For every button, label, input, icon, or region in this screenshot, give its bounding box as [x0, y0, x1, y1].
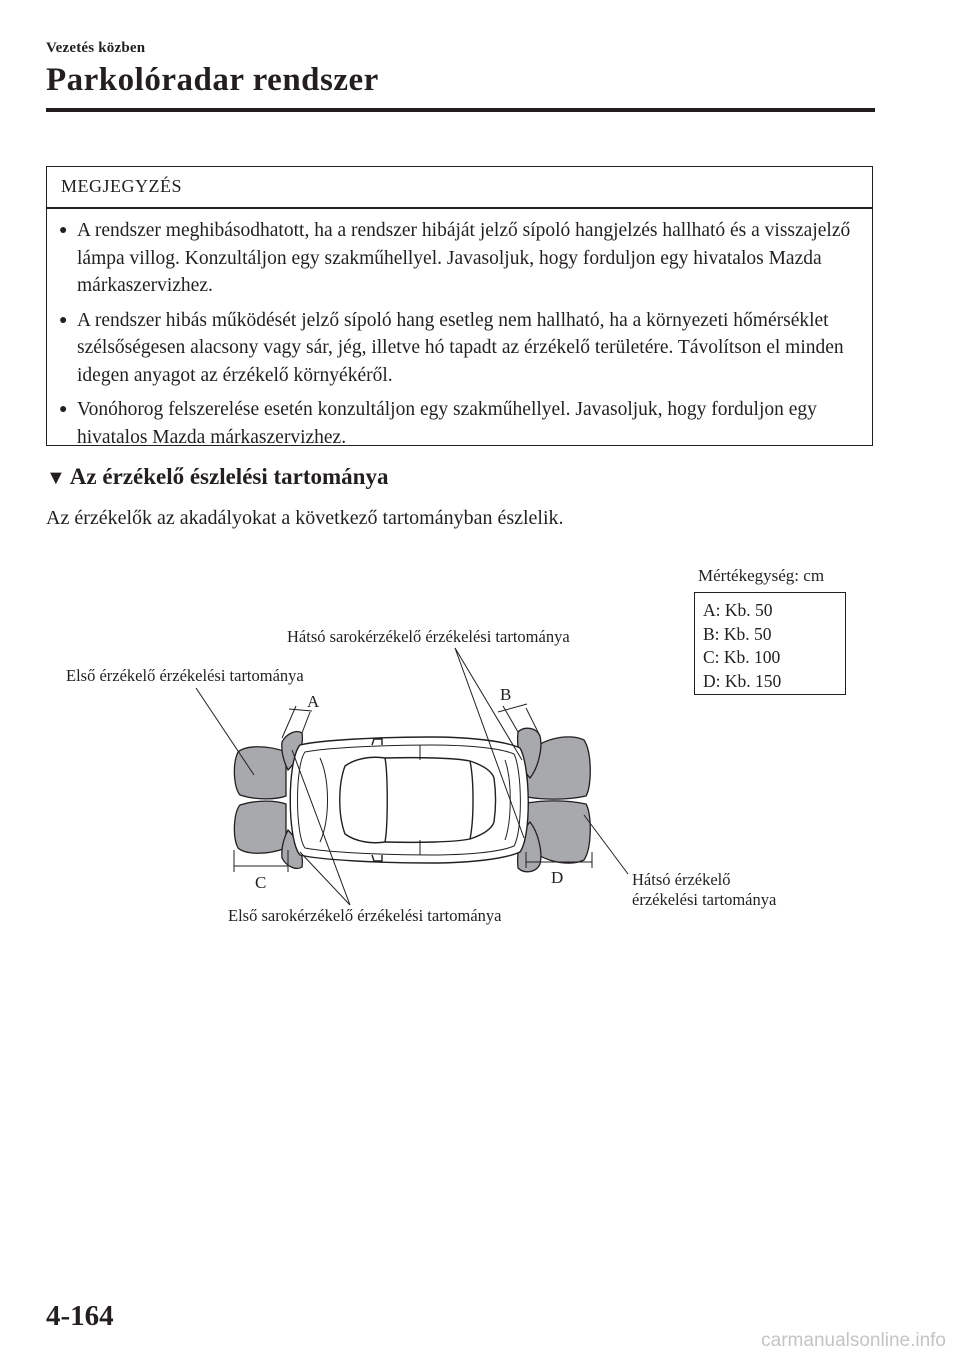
label-front-range: Első érzékelő érzékelési tartománya: [66, 666, 304, 685]
legend-row: A: Kb. 50: [703, 600, 773, 620]
note-item-text: A rendszer hibás működését jelző sípoló hang esetleg nem hallható, ha a környezeti hőmérséklet szélsőségesen alacsony vagy sár, jég, illetve hó tapadt az érzékelő területére. Távolítson el minden idegen anyagot az érzékelő környékéről.: [77, 309, 844, 386]
note-item-text: A rendszer meghibásodhatott, ha a rendszer hibáját jelző sípoló hangjelzés hallható és a visszajelző lámpa villog. Konzultáljon egy szakműhellyel. Javasoljuk, hogy forduljon egy hivatalos Mazda márkaszervizhez.: [77, 220, 851, 296]
note-item: [47, 217, 874, 300]
section-label: Vezetés közben: [46, 40, 146, 56]
title-rule: [46, 108, 875, 112]
front-zone-lower: [234, 801, 286, 853]
note-item: [47, 396, 874, 451]
sensor-range-diagram: [0, 550, 960, 950]
legend-row: C: Kb. 100: [703, 647, 781, 667]
section-heading-text: Az érzékelő észlelési tartománya: [69, 464, 389, 489]
section-heading: [46, 464, 388, 490]
label-rear-corner-range: Hátsó sarokérzékelő érzékelési tartománya: [287, 627, 570, 646]
dimension-a: A: [307, 692, 320, 711]
triangle-down-icon: ▼: [46, 467, 66, 489]
note-list: [47, 217, 874, 458]
dimension-b: B: [500, 685, 512, 704]
page-number: 4-164: [46, 1300, 114, 1332]
car-top-view: [290, 737, 528, 863]
label-front-corner-range: Első sarokérzékelő érzékelési tartománya: [228, 906, 502, 925]
section-intro: Az érzékelők az akadályokat a következő tartományban észlelik.: [46, 507, 564, 529]
bullet-icon: ●: [59, 223, 68, 238]
note-heading: MEGJEGYZÉS: [61, 176, 182, 196]
note-box: [46, 166, 873, 446]
dimension-d: D: [551, 868, 564, 887]
front-zone-upper: [234, 747, 286, 799]
note-item: [47, 307, 874, 390]
legend-row: D: Kb. 150: [703, 670, 782, 691]
bullet-icon: ●: [59, 312, 68, 328]
label-rear-range-line1: Hátsó érzékelő: [632, 870, 731, 889]
legend-row: B: Kb. 50: [703, 623, 772, 644]
note-separator: [47, 207, 872, 209]
watermark: carmanualsonline.info: [761, 1330, 946, 1351]
dimension-c: C: [255, 873, 267, 892]
unit-caption: Mértékegység: cm: [698, 566, 825, 585]
page-title: Parkolóradar rendszer: [46, 62, 379, 98]
label-rear-range-line2: érzékelési tartománya: [632, 890, 777, 909]
note-item-text: Vonóhorog felszerelése esetén konzultáljon egy szakműhellyel. Javasoljuk, hogy forduljon egy hivatalos Mazda márkaszervizhez.: [77, 399, 817, 448]
bullet-icon: ●: [59, 402, 68, 417]
